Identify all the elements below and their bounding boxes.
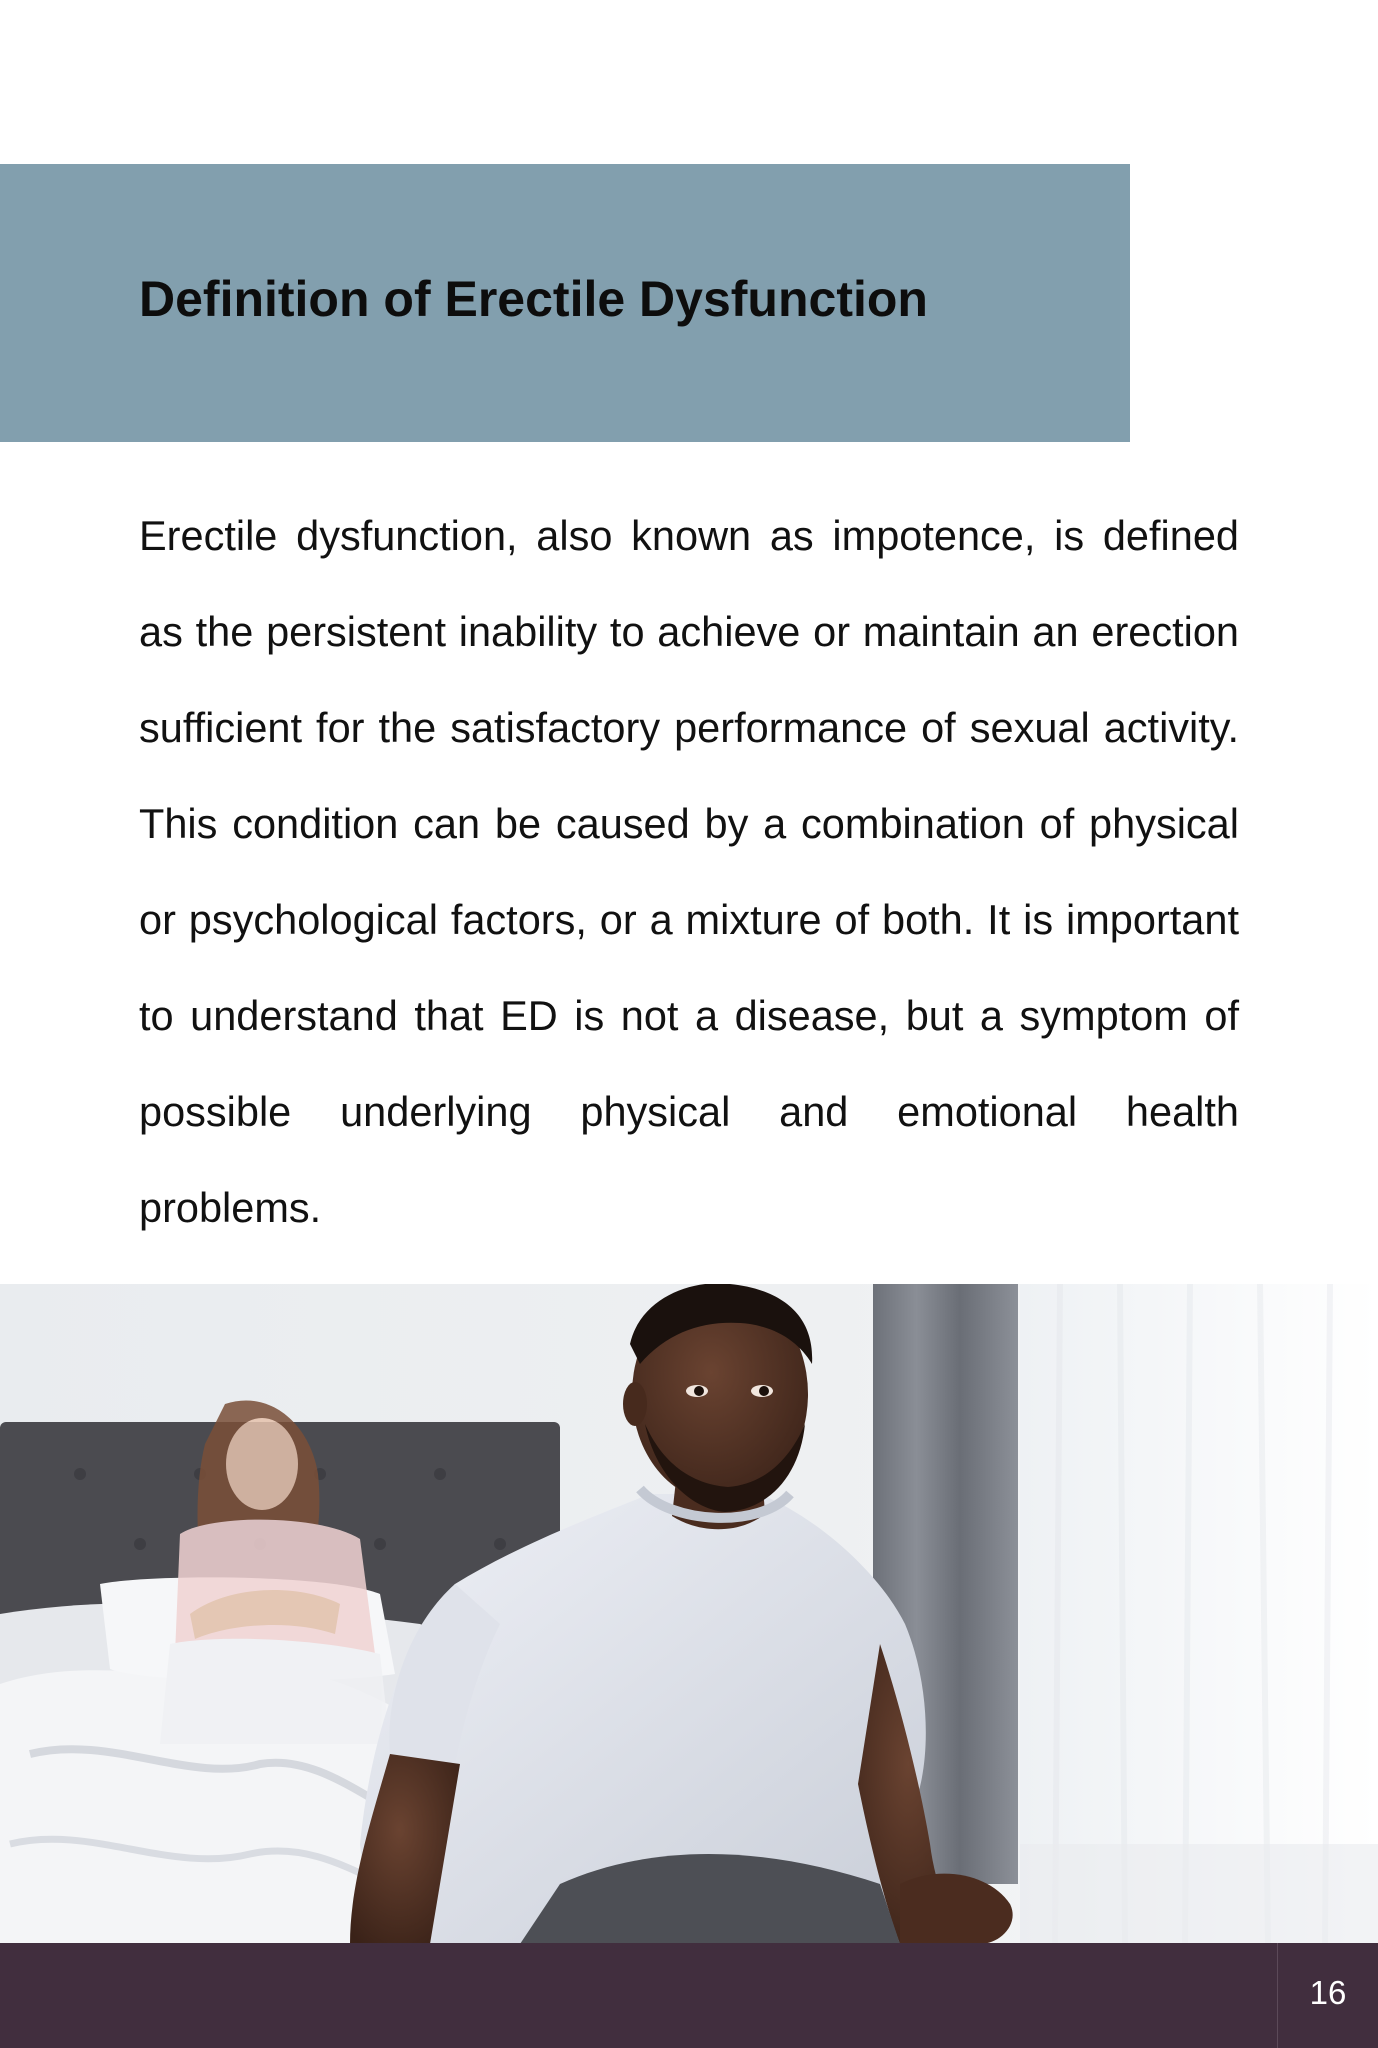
footer-bar [0,1943,1378,2048]
body-paragraph: Erectile dysfunction, also known as impotence, is defined as the persistent inability to achieve or maintain an erection sufficient for the satisfactory performance of sexual activity. This condition can be caused by a combination of physical or psychological factors, or a mixture of both. It is important to understand that ED is not a disease, but a symptom of possible underlying physical and emotional health problems. [139,512,1239,1231]
page-title: Definition of Erectile Dysfunction [139,271,928,327]
page-number: 16 [1309,1974,1347,2011]
bedroom-photo [0,1284,1378,1944]
